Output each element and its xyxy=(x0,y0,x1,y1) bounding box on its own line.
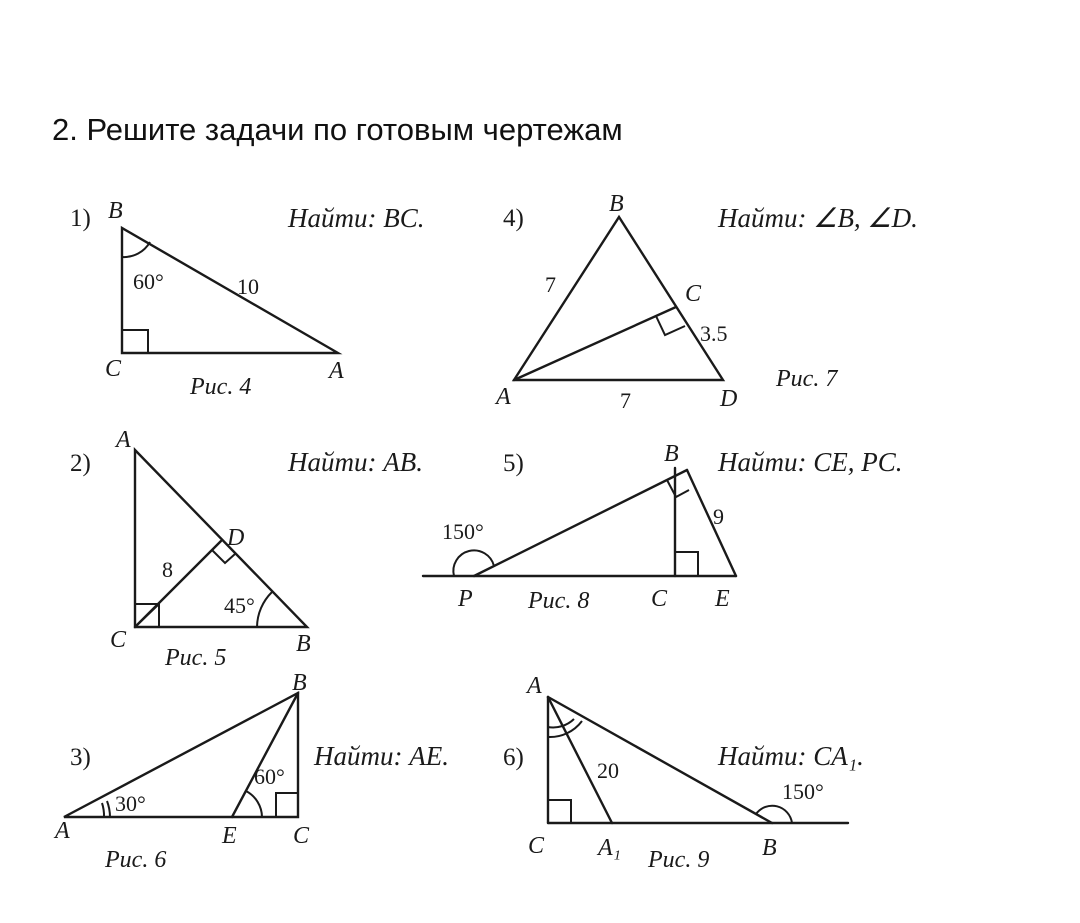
segment-aa1-value: 20 xyxy=(597,758,619,783)
right-angle-d-mark xyxy=(212,550,235,563)
angle-b-arc xyxy=(257,592,272,627)
problem-3-number: 3) xyxy=(70,744,91,771)
vertex-b-label: B xyxy=(664,441,679,467)
figure-7-caption: Рис. 7 xyxy=(776,366,838,392)
side-be xyxy=(687,470,736,576)
problem-1-number: 1) xyxy=(70,205,91,232)
angle-p-value: 150° xyxy=(442,519,484,544)
vertex-e-label: E xyxy=(715,586,730,612)
problem-4-number: 4) xyxy=(503,205,524,232)
vertex-a-label: A xyxy=(116,427,131,453)
vertex-c-label: C xyxy=(293,823,310,849)
vertex-a-label: A xyxy=(55,818,70,844)
problem-1 xyxy=(70,198,425,400)
problem-1-find: Найти: BC. xyxy=(288,203,425,233)
right-angle-c-mark xyxy=(675,552,698,576)
problem-6-find: Найти: CA₁. xyxy=(718,741,864,771)
problem-2 xyxy=(70,427,423,671)
problem-2-find: Найти: AB. xyxy=(288,447,423,477)
vertex-b-label: B xyxy=(296,631,311,657)
angle-b-arc xyxy=(756,806,792,823)
right-angle-b-mark xyxy=(667,480,689,497)
right-angle-c-mark xyxy=(656,316,685,335)
problem-6-number: 6) xyxy=(503,744,524,771)
problem-5-number: 5) xyxy=(503,450,524,477)
right-angle-c-mark xyxy=(276,793,298,817)
angle-e-arc xyxy=(246,791,262,817)
side-ab-value: 10 xyxy=(237,274,259,299)
vertex-c-label: C xyxy=(651,586,668,612)
angle-a-arc-1 xyxy=(102,803,104,817)
vertex-b-label: B xyxy=(108,198,123,224)
side-pb xyxy=(474,470,687,576)
angle-b-arc xyxy=(122,242,150,257)
vertex-d-label: D xyxy=(720,386,738,412)
problem-6 xyxy=(503,673,864,873)
problem-4 xyxy=(494,191,918,413)
angle-a-arc-2 xyxy=(107,801,110,817)
page-heading: 2. Решите задачи по готовым чертежам xyxy=(52,112,623,147)
vertex-b-label: B xyxy=(609,191,624,217)
figure-9-caption: Рис. 9 xyxy=(648,847,710,873)
vertex-c-label: C xyxy=(110,627,127,653)
right-angle-c-mark xyxy=(122,330,148,353)
vertex-p-label: P xyxy=(458,586,473,612)
vertex-c-label: C xyxy=(528,833,545,859)
vertex-d-label: D xyxy=(227,525,245,551)
vertex-a-label: A xyxy=(496,384,511,410)
angle-p-arc xyxy=(453,550,494,576)
vertex-e-label: E xyxy=(222,823,237,849)
side-be-value: 9 xyxy=(713,504,724,529)
vertex-b-label: B xyxy=(762,835,777,861)
vertex-b-label: B xyxy=(292,670,307,696)
problem-4-find: Найти: ∠B, ∠D. xyxy=(718,203,918,233)
right-angle-c-diagonal xyxy=(135,604,159,627)
problem-5-find: Найти: CE, PC. xyxy=(718,447,903,477)
problem-2-number: 2) xyxy=(70,450,91,477)
vertex-a-label: A xyxy=(527,673,542,699)
figure-4-caption: Рис. 4 xyxy=(190,374,252,400)
triangle-abc-fig6 xyxy=(64,693,298,817)
figure-5-caption: Рис. 5 xyxy=(165,645,227,671)
side-ad-value: 7 xyxy=(620,388,631,413)
vertex-c-label: C xyxy=(105,356,122,382)
angle-b-value: 150° xyxy=(782,779,824,804)
vertex-a1-label: A₁ xyxy=(598,835,622,861)
problem-3 xyxy=(53,670,449,873)
problem-5 xyxy=(423,441,903,614)
side-cd-value: 3.5 xyxy=(700,321,728,346)
angle-a-value: 30° xyxy=(115,791,146,816)
vertex-c-label: C xyxy=(685,281,702,307)
side-ab-value: 7 xyxy=(545,272,556,297)
right-angle-c-mark xyxy=(548,800,571,823)
angle-e-value: 60° xyxy=(254,764,285,789)
segment-cd-value: 8 xyxy=(162,557,173,582)
angle-b-value: 60° xyxy=(133,269,164,294)
vertex-a-label: A xyxy=(329,358,344,384)
figure-8-caption: Рис. 8 xyxy=(528,588,590,614)
angle-b-value: 45° xyxy=(224,593,255,618)
problem-3-find: Найти: AE. xyxy=(314,741,449,771)
figure-6-caption: Рис. 6 xyxy=(105,847,167,873)
